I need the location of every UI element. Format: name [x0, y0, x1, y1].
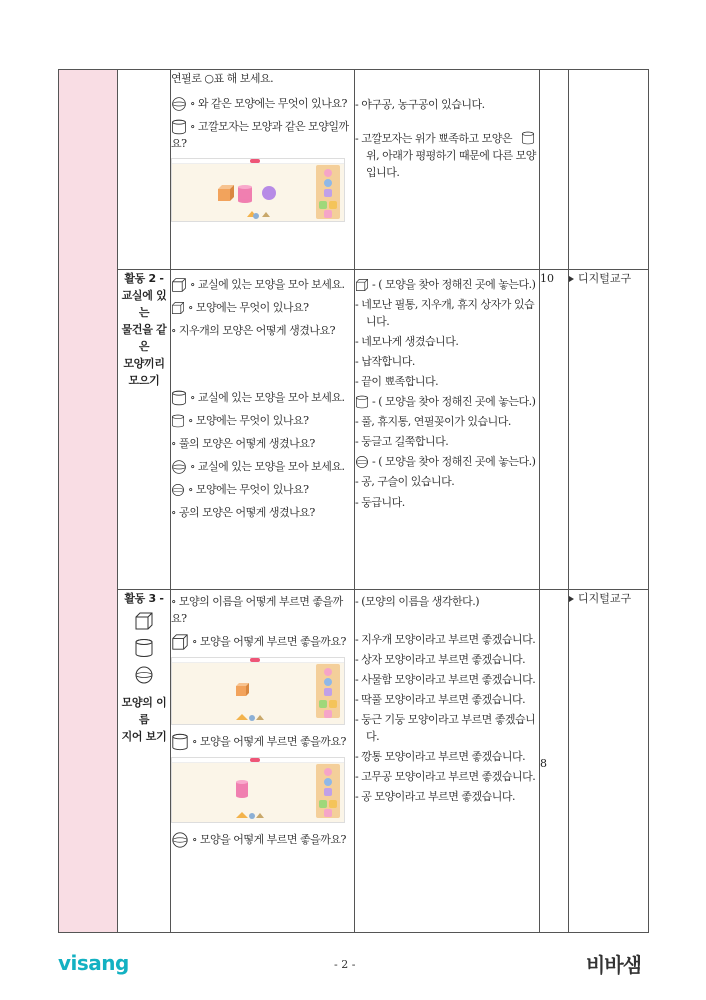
- sphere-shape-icon: [171, 459, 187, 475]
- answer-text: - 네모나게 생겼습니다.: [355, 335, 459, 349]
- question-cell: [171, 590, 355, 933]
- cylinder-shape-icon: [355, 395, 369, 409]
- cylinder-shape-icon: [171, 119, 187, 135]
- lesson-plan-sheet: [58, 69, 648, 932]
- tool-cell: [569, 590, 649, 933]
- question-text: 연필로 ○표 해 보세요.: [171, 72, 274, 85]
- cylinder-shape-icon: [521, 131, 535, 145]
- pink-column: [59, 70, 118, 933]
- cylinder-shape-icon: [171, 390, 187, 406]
- cylinder-shape-icon: [171, 414, 185, 428]
- stage-cell: [118, 70, 171, 270]
- visang-logo: visang: [58, 951, 129, 975]
- answer-text: - 지우개 모양이라고 부르면 좋겠습니다.: [355, 633, 536, 647]
- tool-label: 디지털교구: [578, 272, 632, 285]
- question-cell: [171, 70, 355, 270]
- cylinder-shape-icon: [171, 733, 189, 751]
- question-text: ∘ 지우개의 모양은 어떻게 생겼나요?: [171, 324, 336, 338]
- cube-illustration: [172, 660, 312, 724]
- answer-text: - 끝이 뾰족합니다.: [355, 375, 439, 389]
- table-row: [59, 590, 649, 933]
- question-cell: [171, 270, 355, 590]
- answer-text: - 상자 모양이라고 부르면 좋겠습니다.: [355, 653, 526, 667]
- answer-text: - 딱풀 모양이라고 부르면 좋겠습니다.: [355, 693, 526, 707]
- answer-text: - 둥급니다.: [355, 495, 405, 509]
- shapes-illustration: [172, 161, 312, 221]
- question-text: ∘ 모양에는 무엇이 있나요?: [171, 481, 354, 498]
- digital-tool-screenshot: [171, 158, 345, 222]
- answer-text: - 고무공 모양이라고 부르면 좋겠습니다.: [355, 770, 536, 784]
- time-value: 8: [540, 590, 569, 933]
- question-text: ∘ 교실에 있는 모양을 모아 보세요.: [171, 458, 354, 475]
- digital-tool-screenshot: [171, 757, 345, 823]
- sphere-shape-icon: [171, 831, 189, 849]
- answer-text: - 납작합니다.: [355, 355, 415, 369]
- tool-cell: [569, 70, 649, 270]
- answer-text: - 풀, 휴지통, 연필꽂이가 있습니다.: [355, 415, 511, 429]
- question-text: ∘ 모양을 어떻게 부르면 좋을까요?: [171, 633, 354, 651]
- answer-text: - 공, 구슬이 있습니다.: [355, 475, 455, 489]
- answer-text: - 야구공, 농구공이 있습니다.: [355, 98, 485, 111]
- question-text: ∘ 공의 모양은 어떻게 생겼나요?: [171, 506, 315, 520]
- answer-text: - 깡통 모양이라고 부르면 좋겠습니다.: [355, 750, 526, 764]
- time-value: 10: [540, 270, 569, 590]
- answer-cell: [355, 70, 540, 270]
- cube-shape-icon: [171, 633, 189, 651]
- question-text: ∘ 모양에는 무엇이 있나요?: [171, 412, 354, 429]
- question-text: ∘ 모양에는 무엇이 있나요?: [171, 299, 354, 316]
- page-number: - 2 -: [334, 958, 356, 971]
- answer-cell: [355, 270, 540, 590]
- tool-label: 디지털교구: [578, 592, 632, 605]
- table-row: [59, 270, 649, 590]
- table-row: [59, 70, 649, 270]
- cylinder-illustration: [172, 760, 312, 822]
- cube-shape-icon: [134, 611, 154, 631]
- answer-text: - (모양의 이름을 생각한다.): [355, 595, 480, 608]
- answer-text: - 공 모양이라고 부르면 좋겠습니다.: [355, 790, 515, 804]
- lesson-plan-table: [58, 69, 649, 933]
- question-text: ∘ 와 같은 모양에는 무엇이 있나요?: [171, 95, 354, 112]
- time-cell: [540, 70, 569, 270]
- cube-shape-icon: [171, 277, 187, 293]
- answer-text: - 고깔모자는 위가 뾰족하고 모양은 위, 아래가 평평하기 때문에 다른 모양입니다.: [355, 132, 536, 180]
- sphere-shape-icon: [355, 455, 369, 469]
- question-text: ∘ 모양을 어떻게 부르면 좋을까요?: [171, 831, 354, 849]
- stage-label-activity-3: 활동 3 - 모양의 이름 지어 보기: [118, 590, 171, 933]
- answer-text: - 둥글고 길쭉합니다.: [355, 435, 449, 449]
- answer-text: - 네모난 필통, 지우개, 휴지 상자가 있습니다.: [355, 298, 535, 329]
- cylinder-shape-icon: [134, 638, 154, 658]
- answer-text: - ( 모양을 찾아 정해진 곳에 놓는다.): [355, 393, 539, 410]
- cube-shape-icon: [355, 278, 369, 292]
- question-text: ∘ 풀의 모양은 어떻게 생겼나요?: [171, 437, 315, 451]
- answer-text: - ( 모양을 찾아 정해진 곳에 놓는다.): [355, 276, 539, 293]
- answer-text: - 둥근 기둥 모양이라고 부르면 좋겠습니다.: [355, 713, 536, 744]
- stage-label-activity-2: 활동 2 - 교실에 있는 물건을 같은 모양끼리 모으기: [118, 270, 171, 590]
- cube-shape-icon: [171, 301, 185, 315]
- triangle-bullet-icon: [569, 596, 574, 602]
- answer-text: - ( 모양을 찾아 정해진 곳에 놓는다.): [355, 453, 539, 470]
- vivasam-logo: 비바샘: [586, 953, 641, 977]
- question-text: ∘ 고깔모자는 모양과 같은 모양일까요?: [171, 120, 349, 151]
- question-text: ∘ 교실에 있는 모양을 모아 보세요.: [171, 389, 354, 406]
- digital-tool-screenshot: [171, 657, 345, 725]
- answer-cell: [355, 590, 540, 933]
- tool-cell: [569, 270, 649, 590]
- answer-text: - 사물함 모양이라고 부르면 좋겠습니다.: [355, 673, 536, 687]
- sphere-shape-icon: [171, 96, 187, 112]
- sphere-shape-icon: [134, 665, 154, 685]
- question-text: ∘ 모양의 이름을 어떻게 부르면 좋을까요?: [171, 595, 343, 626]
- sphere-shape-icon: [171, 483, 185, 497]
- triangle-bullet-icon: [569, 276, 574, 282]
- question-text: ∘ 모양을 어떻게 부르면 좋을까요?: [171, 733, 354, 751]
- question-text: ∘ 교실에 있는 모양을 모아 보세요.: [171, 276, 354, 293]
